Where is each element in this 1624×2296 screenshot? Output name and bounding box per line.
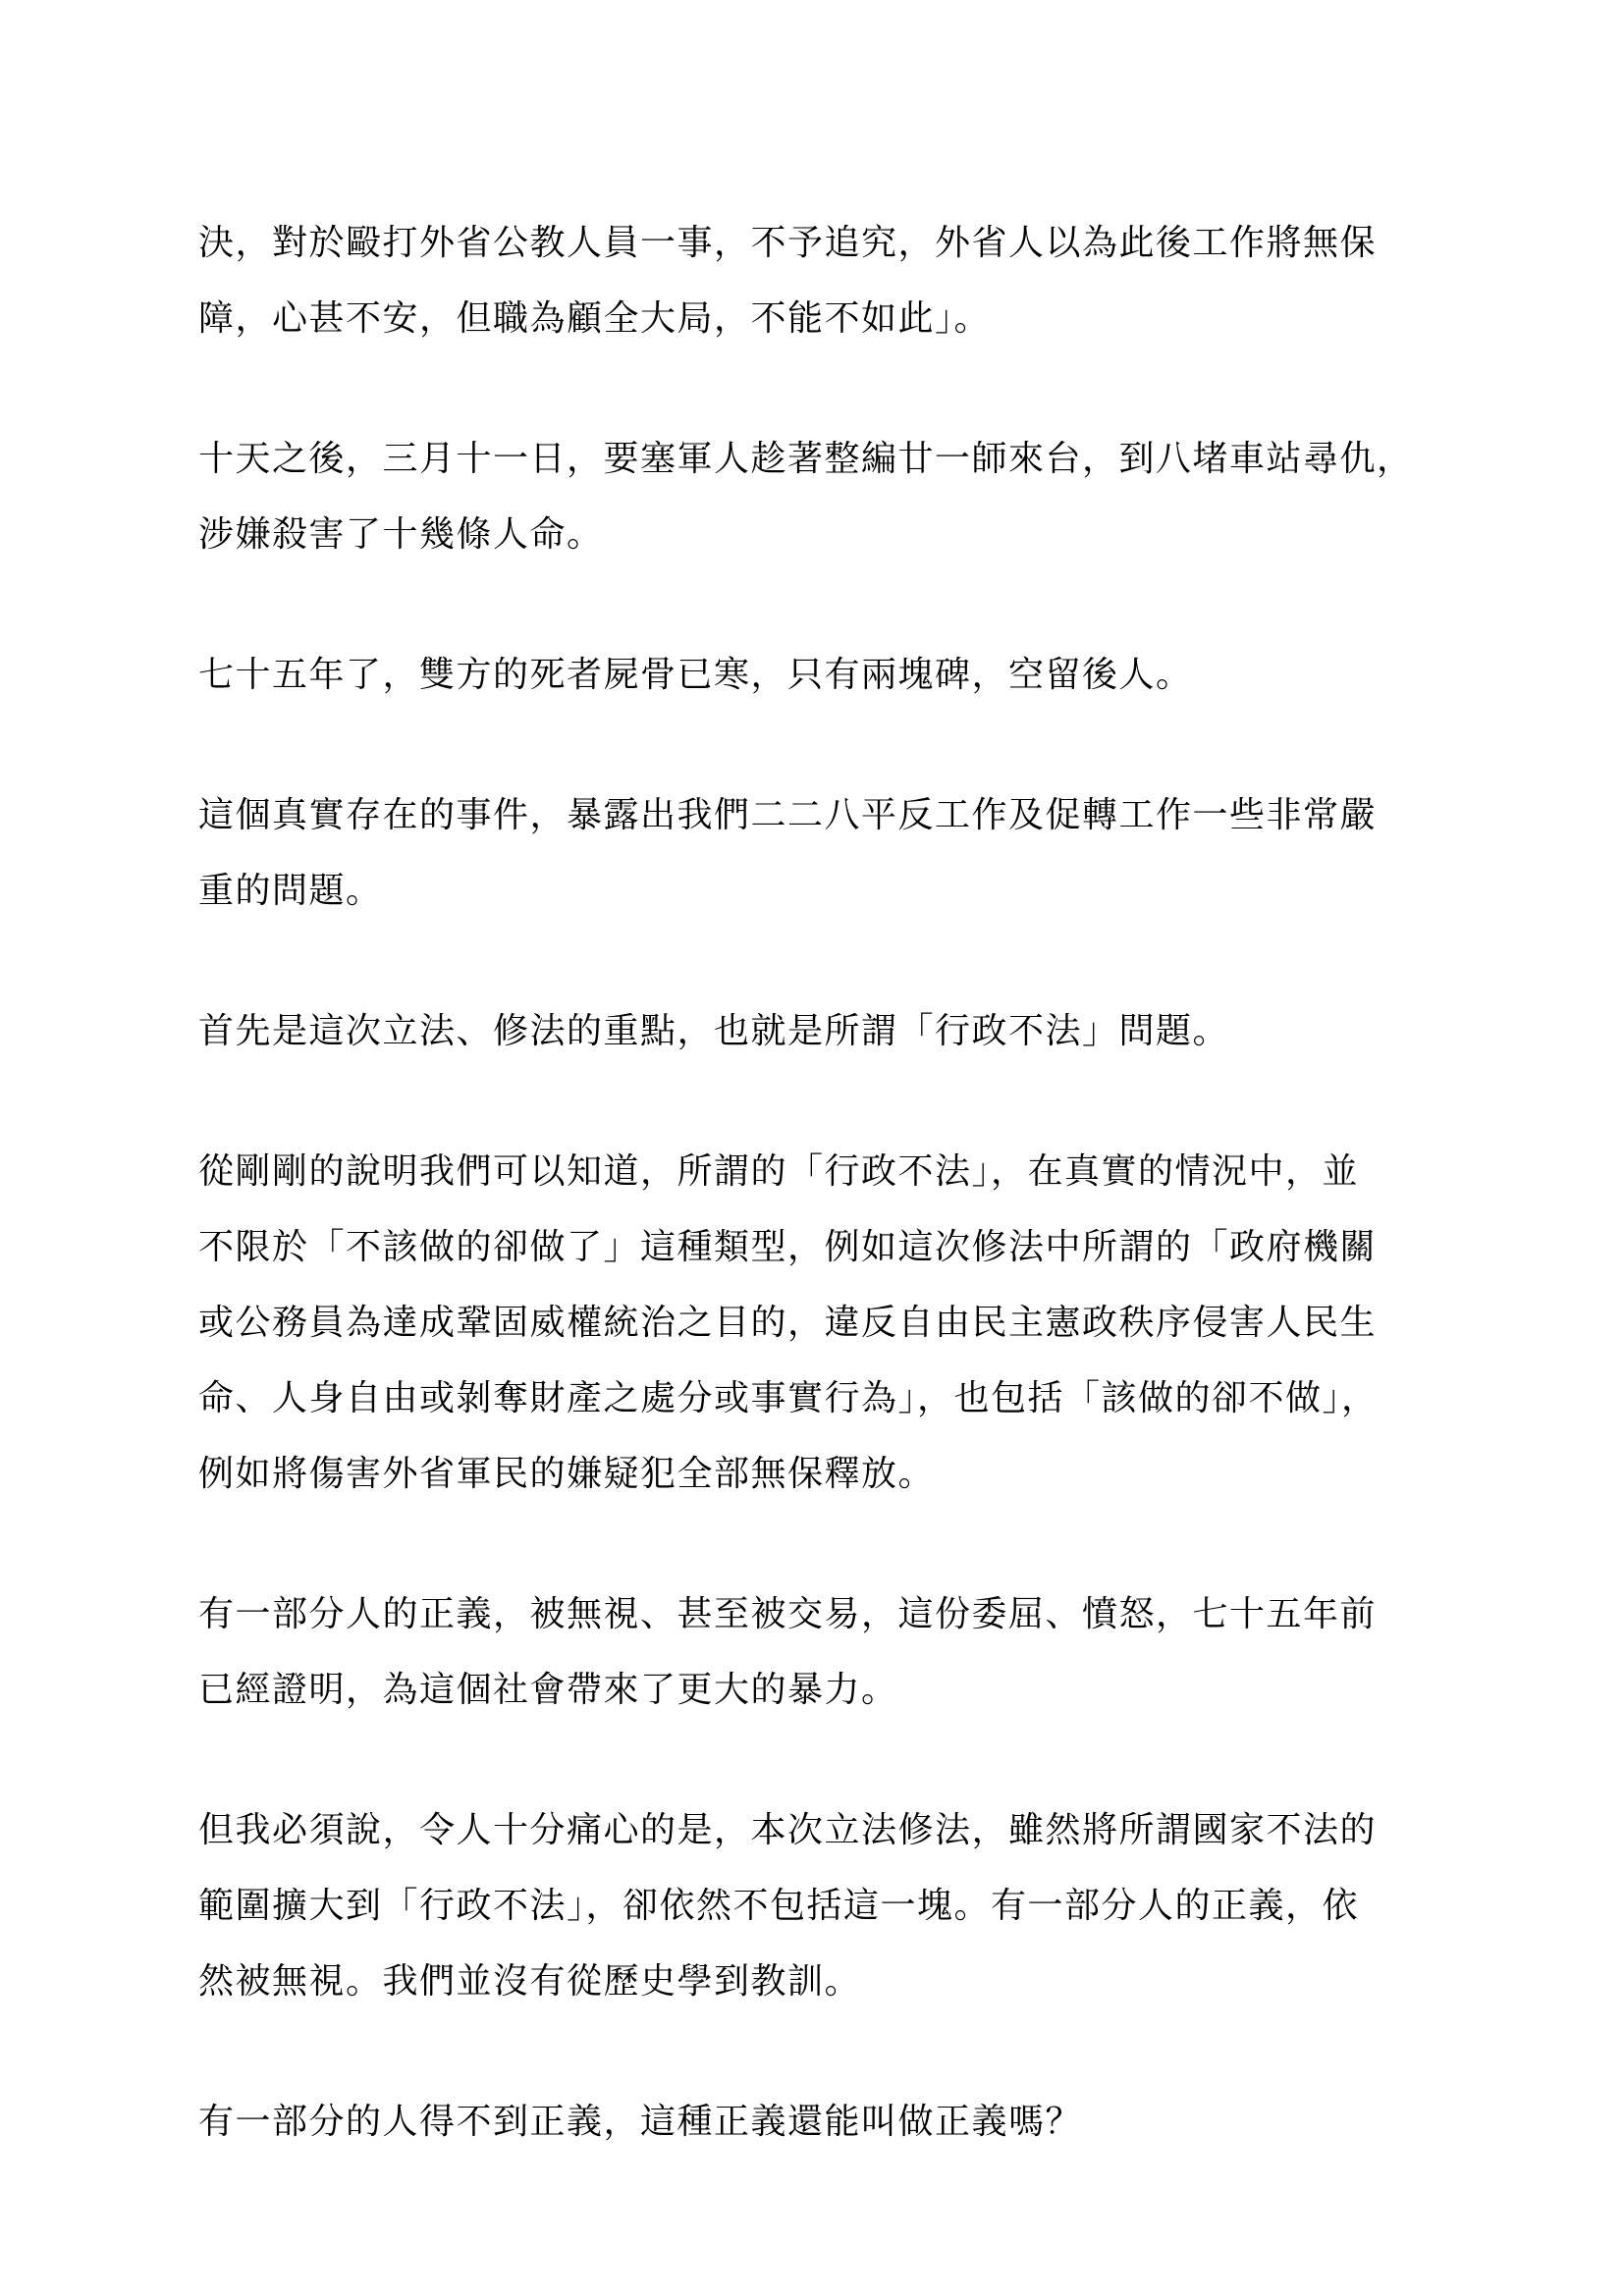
text-line: 但我必須說，令人十分痛心的是，本次立法修法，雖然將所謂國家不法的 — [198, 1810, 1378, 1850]
text-line: 首先是這次立法、修法的重點，也就是所謂「行政不法」問題。 — [198, 1011, 1230, 1051]
text-line: 從剛剛的說明我們可以知道，所謂的「行政不法」，在真實的情況中，並 — [198, 1151, 1360, 1192]
paragraph-2 — [198, 421, 1475, 572]
text-line: 有一部分人的正義，被無視、甚至被交易，這份委屈、憤怒，七十五年前 — [198, 1594, 1378, 1634]
text-line: 障，心甚不安，但職為顧全大局，不能不如此」。 — [198, 298, 992, 339]
text-line: 命、人身自由或剝奪財產之處分或事實行為」，也包括「該做的卻不做」， — [198, 1378, 1379, 1418]
text-line: 重的問題。 — [198, 871, 383, 911]
text-line: 或公務員為達成鞏固威權統治之目的，違反自由民主憲政秩序侵害人民生 — [198, 1303, 1378, 1343]
paragraph-8 — [198, 1792, 1475, 2019]
text-line: 七十五年了，雙方的死者屍骨已寒，只有兩塊碑，空留後人。 — [198, 655, 1193, 695]
text-line: 十天之後，三月十一日，要塞軍人趁著整編廿一師來台，到八堵車站尋仇， — [198, 439, 1414, 479]
paragraph-7 — [198, 1576, 1475, 1728]
text-line: 涉嫌殺害了十幾條人命。 — [198, 514, 604, 555]
document-body — [198, 205, 1475, 2224]
text-line: 決，對於毆打外省公教人員一事，不予追究，外省人以為此後工作將無保 — [198, 223, 1378, 263]
text-line: 然被無視。我們並沒有從歷史學到教訓。 — [198, 1961, 862, 2002]
paragraph-6 — [198, 1134, 1475, 1512]
text-line: 已經證明，為這個社會帶來了更大的暴力。 — [198, 1670, 898, 1710]
paragraph-9 — [198, 2084, 1475, 2160]
text-line: 這個真實存在的事件，暴露出我們二二八平反工作及促轉工作一些非常嚴 — [198, 795, 1378, 835]
paragraph-5 — [198, 993, 1475, 1069]
paragraph-1 — [198, 205, 1475, 356]
text-line: 不限於「不該做的卻做了」這種類型，例如這次修法中所謂的「政府機關 — [198, 1227, 1378, 1267]
text-line: 範圍擴大到「行政不法」，卻依然不包括這一塊。有一部分人的正義，依 — [198, 1886, 1360, 1926]
text-line: 有一部分的人得不到正義，這種正義還能叫做正義嗎？ — [198, 2102, 1083, 2142]
text-line: 例如將傷害外省軍民的嫌疑犯全部無保釋放。 — [198, 1454, 936, 1494]
paragraph-4 — [198, 777, 1475, 929]
paragraph-3 — [198, 637, 1475, 713]
